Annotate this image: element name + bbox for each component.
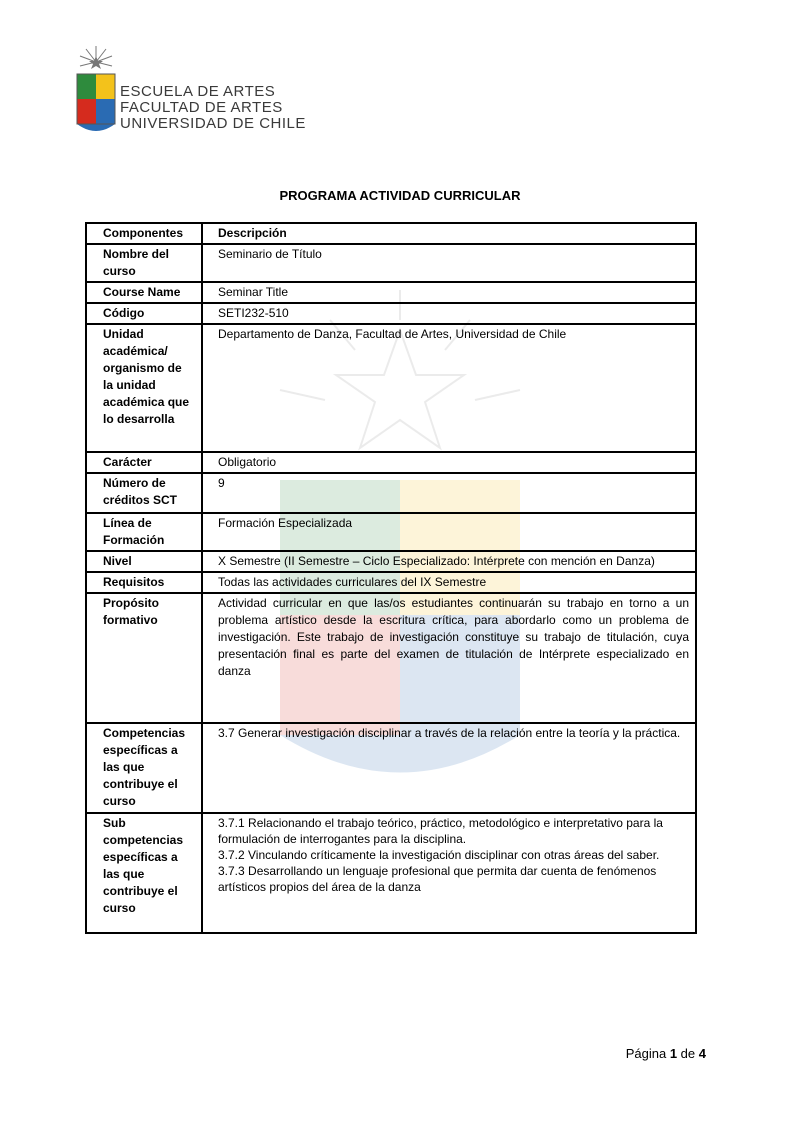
table-row [86,244,696,282]
sunburst-icon [80,46,112,69]
table-row [86,473,696,513]
row-label: Competencias específicas a las que contribuye el curso [86,723,202,813]
row-value: Formación Especializada [202,513,696,551]
sub-competency-1: 3.7.1 Relacionando el trabajo teórico, práctico, metodológico e interpretativo para la formulación de interrogantes para la disciplina. [218,816,663,846]
page-footer [626,1046,706,1061]
sub-competency-2: 3.7.2 Vinculando críticamente la investigación disciplinar con otras áreas del saber. [218,848,660,862]
row-label: Carácter [86,452,202,473]
row-label: Línea de Formación [86,513,202,551]
row-label: Número de créditos SCT [86,473,202,513]
row-value: Actividad curricular en que las/os estudiantes continuarán su trabajo en torno a un problema artístico desde la escritura crítica, para abordarlo como un problema de investigación. Este trabajo de investigación constituye su trabajo de titulación, cuya presentación final es parte del examen de titulación de Intérprete especializado en danza [202,593,696,723]
shield-icon [77,74,115,131]
sub-competency-3: 3.7.3 Desarrollando un lenguaje profesional que permita dar cuenta de fenómenos artísticos propios del área de la danza [218,864,657,894]
table-row [86,324,696,452]
page-total: 4 [698,1046,706,1061]
row-value: X Semestre (II Semestre – Ciclo Especializado: Intérprete con mención en Danza) [202,551,696,572]
program-table [85,222,697,934]
table-row [86,723,696,813]
table-row [86,303,696,324]
table-header-row [86,223,696,244]
of-word: de [680,1046,696,1061]
logo-text [120,84,306,132]
table-row [86,452,696,473]
table-row [86,572,696,593]
row-value: SETI232-510 [202,303,696,324]
row-label: Sub competencias específicas a las que contribuye el curso [86,813,202,933]
table-row [86,551,696,572]
page-title: PROGRAMA ACTIVIDAD CURRICULAR [279,188,521,203]
table-row [86,593,696,723]
row-value: Departamento de Danza, Facultad de Artes, Universidad de Chile [202,324,696,452]
row-value: Todas las actividades curriculares del IX Semestre [202,572,696,593]
row-value-list [202,813,696,933]
column-header-components: Componentes [86,223,202,244]
row-value: 3.7 Generar investigación disciplinar a través de la relación entre la teoría y la práctica. [202,723,696,813]
table-row [86,282,696,303]
row-label: Course Name [86,282,202,303]
row-label: Nombre del curso [86,244,202,282]
row-value: Seminar Title [202,282,696,303]
row-label: Código [86,303,202,324]
table-row [86,813,696,933]
row-label: Nivel [86,551,202,572]
column-header-description: Descripción [202,223,696,244]
row-value: Obligatorio [202,452,696,473]
page-word: Página [625,1046,667,1061]
row-label: Propósito formativo [86,593,202,723]
row-label: Requisitos [86,572,202,593]
row-value: 9 [202,473,696,513]
logo-line-faculty: FACULTAD DE ARTES [120,99,283,116]
row-label: Unidad académica/ organismo de la unidad académica que lo desarrolla [86,324,202,452]
logo-line-university: UNIVERSIDAD DE CHILE [120,115,306,132]
row-value: Seminario de Título [202,244,696,282]
page-number: 1 [669,1046,678,1061]
table-row [86,513,696,551]
logo-line-school: ESCUELA DE ARTES [120,83,276,100]
